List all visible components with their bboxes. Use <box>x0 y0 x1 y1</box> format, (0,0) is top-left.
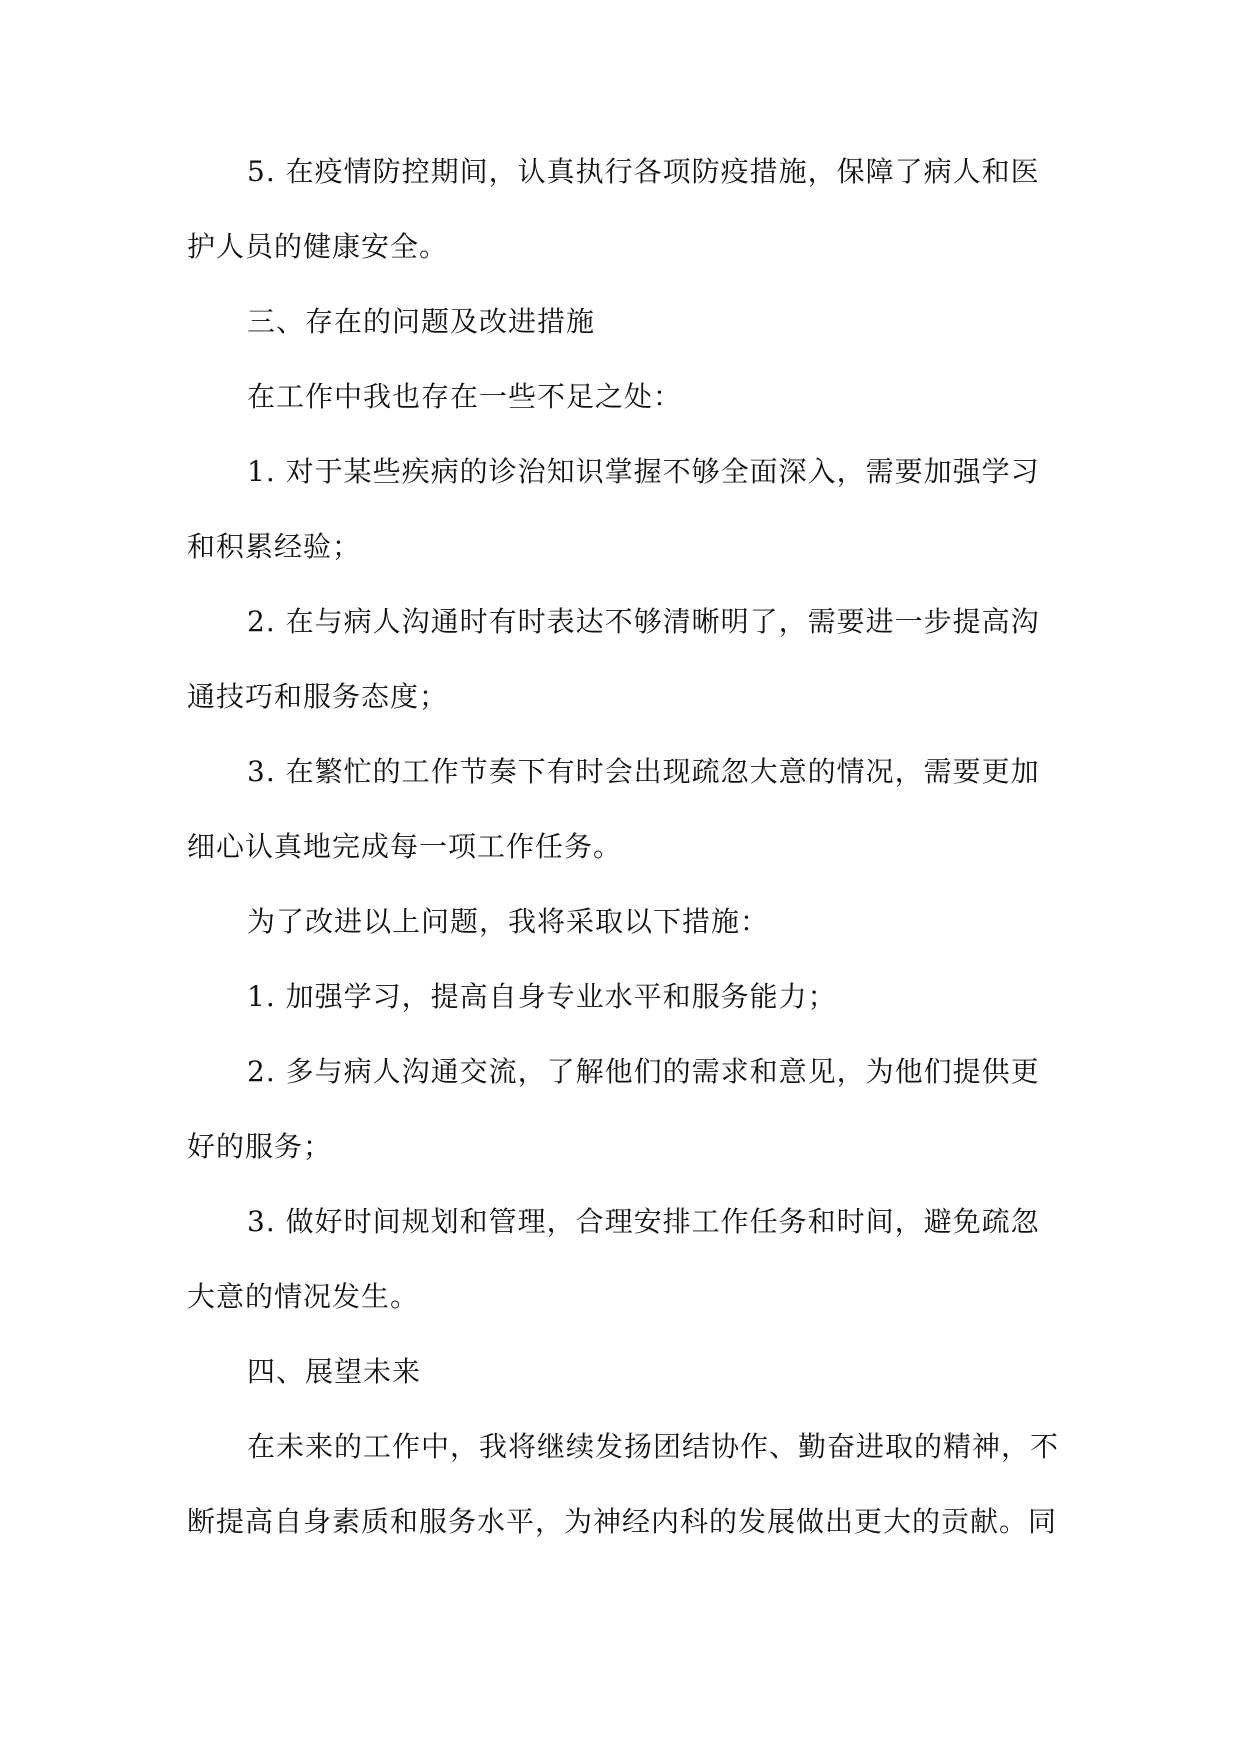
paragraph-line: 断提高自身素质和服务水平，为神经内科的发展做出更大的贡献。同 <box>187 1505 1058 1538</box>
list-item: 1. 对于某些疾病的诊治知识掌握不够全面深入，需要加强学习 <box>247 455 1040 488</box>
list-item: 2. 在与病人沟通时有时表达不够清晰明了，需要进一步提高沟 <box>247 605 1040 638</box>
paragraph-line: 为了改进以上问题，我将采取以下措施： <box>247 905 770 938</box>
paragraph-line: 在工作中我也存在一些不足之处： <box>247 380 683 413</box>
list-item: 3. 做好时间规划和管理，合理安排工作任务和时间，避免疏忽 <box>247 1205 1040 1238</box>
paragraph-line: 好的服务； <box>187 1130 333 1163</box>
paragraph-line: 通技巧和服务态度； <box>187 680 449 713</box>
section-heading: 四、展望未来 <box>247 1355 422 1388</box>
paragraph-line: 大意的情况发生。 <box>187 1280 420 1313</box>
paragraph-line: 5. 在疫情防控期间，认真执行各项防疫措施，保障了病人和医 <box>247 155 1040 188</box>
list-item: 1. 加强学习，提高自身专业水平和服务能力； <box>247 980 837 1013</box>
section-heading: 三、存在的问题及改进措施 <box>247 305 596 338</box>
paragraph-line: 护人员的健康安全。 <box>187 230 449 263</box>
list-item: 2. 多与病人沟通交流，了解他们的需求和意见，为他们提供更 <box>247 1055 1040 1088</box>
paragraph-line: 细心认真地完成每一项工作任务。 <box>187 830 623 863</box>
paragraph-line: 在未来的工作中，我将继续发扬团结协作、勤奋进取的精神，不 <box>247 1430 1060 1463</box>
list-item: 3. 在繁忙的工作节奏下有时会出现疏忽大意的情况，需要更加 <box>247 755 1040 788</box>
paragraph-line: 和积累经验； <box>187 530 362 563</box>
